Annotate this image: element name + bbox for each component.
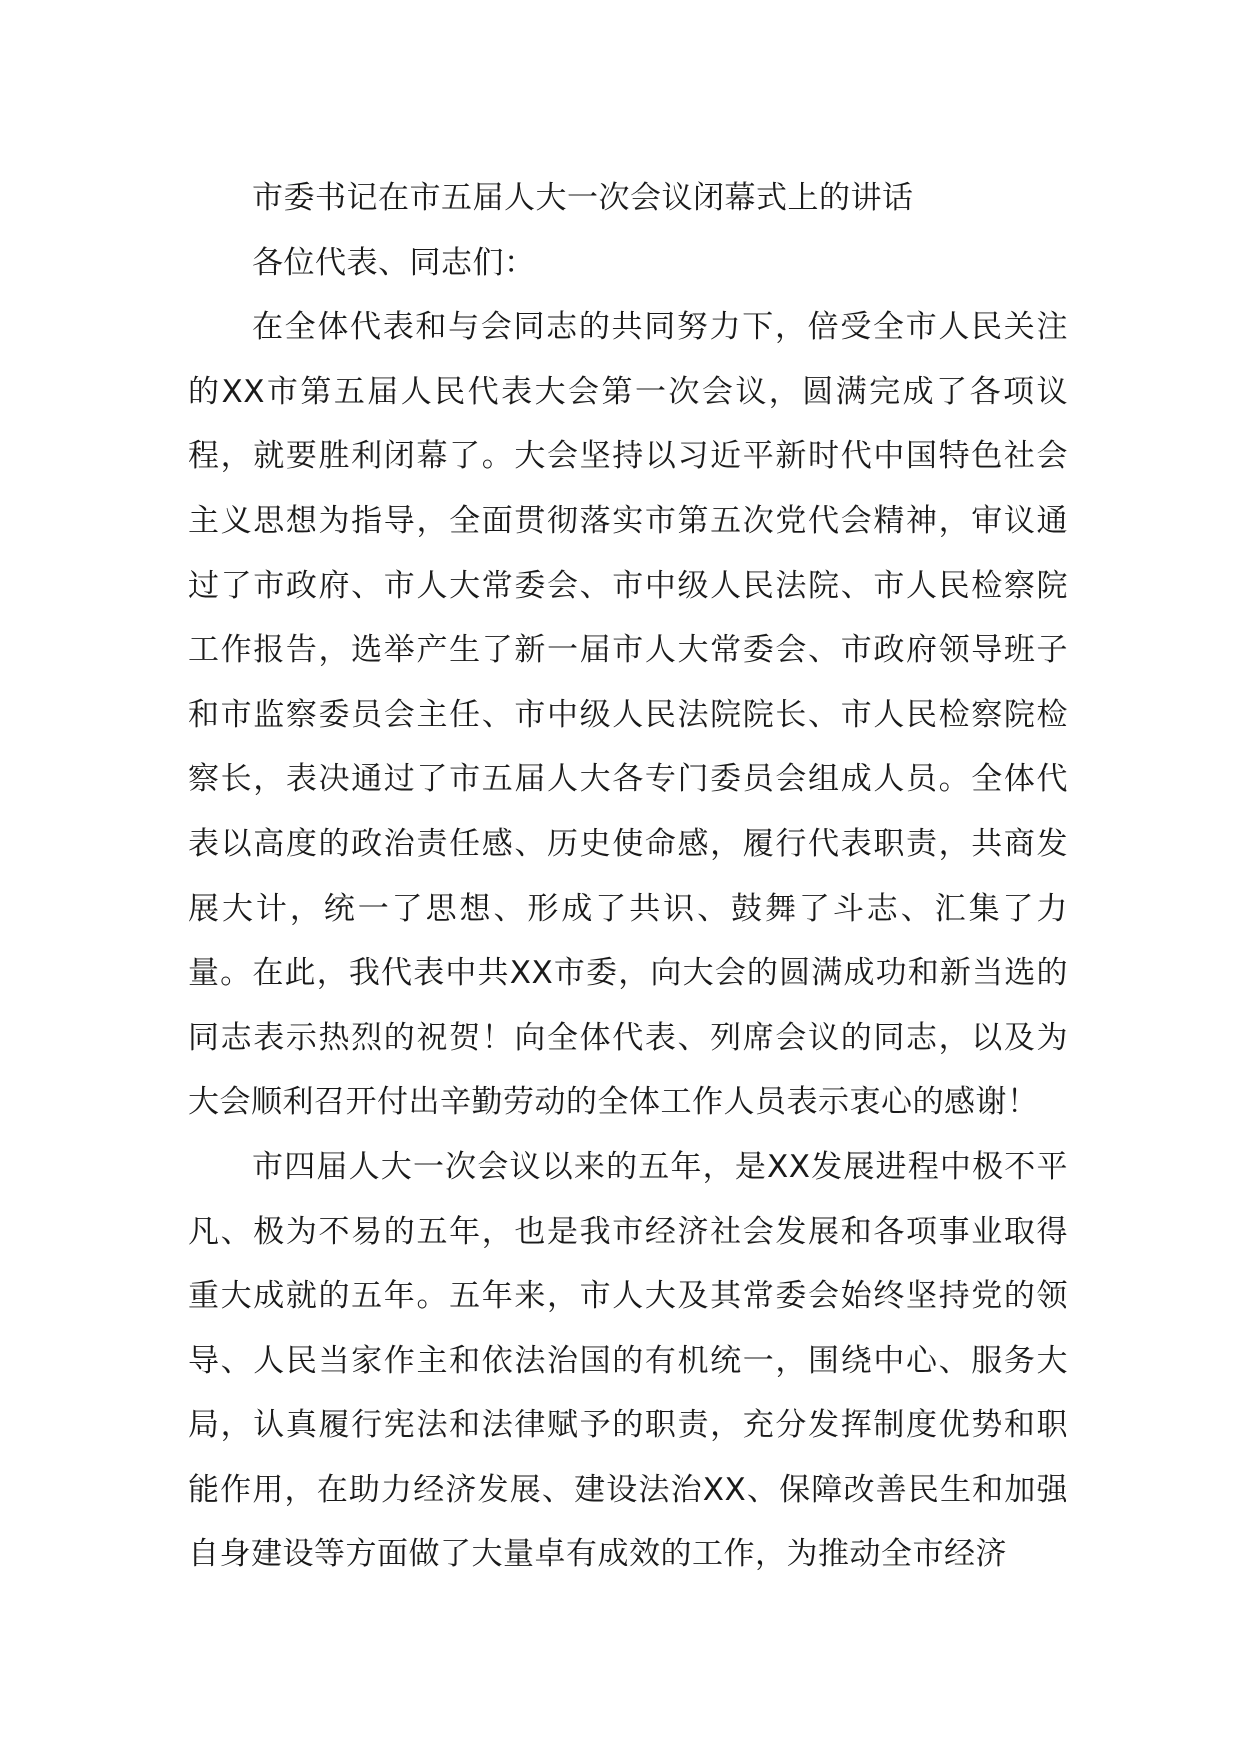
body-paragraph-1: 在全体代表和与会同志的共同努力下，倍受全市人民关注的XX市第五届人民代表大会第一次会议，圆满完成了各项议程，就要胜利闭幕了。大会坚持以习近平新时代中国特色社会主义思想为指导，全面贯彻落实市第五次党代会精神，审议通过了市政府、市人大常委会、市中级人民法院、市人民检察院工作报告，选举产生了新一届市人大常委会、市政府领导班子和市监察委员会主任、市中级人民法院院长、市人民检察院检察长，表决通过了市五届人大各专门委员会组成人员。全体代表以高度的政治责任感、历史使命感，履行代表职责，共商发展大计，统一了思想、形成了共识、鼓舞了斗志、汇集了力量。在此，我代表中共XX市委，向大会的圆满成功和新当选的同志表示热烈的祝贺！向全体代表、列席会议的同志，以及为大会顺利召开付出辛勤劳动的全体工作人员表示衷心的感谢！ — [188, 309, 1068, 1121]
document-title: 市委书记在市五届人大一次会议闭幕式上的讲话 — [252, 180, 914, 216]
body-paragraph-2: 市四届人大一次会议以来的五年，是XX发展进程中极不平凡、极为不易的五年，也是我市经济社会发展和各项事业取得重大成就的五年。五年来，市人大及其常委会始终坚持党的领导、人民当家作主和依法治国的有机统一，围绕中心、服务大局，认真履行宪法和法律赋予的职责，充分发挥制度优势和职能作用，在助力经济发展、建设法治XX、保障改善民生和加强自身建设等方面做了大量卓有成效的工作，为推动全市经济 — [188, 1148, 1068, 1573]
document-body — [188, 166, 1068, 1587]
salutation: 各位代表、同志们： — [252, 244, 536, 281]
